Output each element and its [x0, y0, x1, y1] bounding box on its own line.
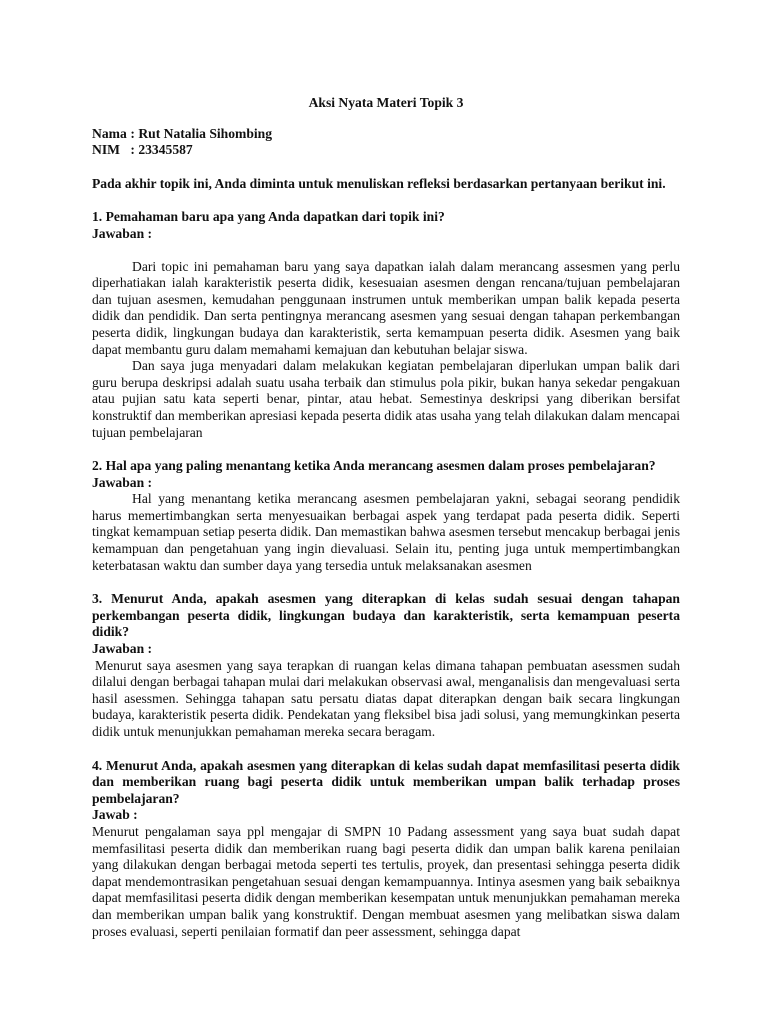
question-3: 3. Menurut Anda, apakah asesmen yang diterapkan di kelas sudah sesuai dengan tahapan perkembangan peserta didik, lingkungan budaya dan karakteristik, serta kemampuan peserta didik? [92, 591, 680, 640]
question-1: 1. Pemahaman baru apa yang Anda dapatkan dari topik ini? [92, 209, 445, 225]
answer-label-3: Jawaban : [92, 641, 153, 657]
question-section-3 [92, 591, 680, 740]
answer-4-paragraph-1: Menurut pengalaman saya ppl mengajar di SMPN 10 Padang assessment yang saya buat sudah dapat memfasilitasi peserta didik dan memberikan ruang bagi peserta didik dan umpan balik karena penilaian yang dilakukan dengan berbagai metoda seperti tes tertulis, proyek, dan presentasi sehingga peserta didik dapat mendemontrasikan pengetahuan sesuai dengan kemampuannya. Intinya asesmen yang baik sebaiknya dapat memfasilitasi peserta didik dengan memberikan kesempatan untuk menunjukkan pemahaman mereka dan memberikan umpan balik yang konstruktif. Dengan membuat asesmen yang melibatkan siswa dalam proses evaluasi, seperti penilaian formatif dan peer assessment, sehingga dapat [92, 823, 680, 939]
name-value: : Rut Natalia Sihombing [130, 125, 273, 141]
question-section-4 [92, 758, 680, 941]
name-label: Nama [92, 125, 127, 141]
nim-label: NIM [92, 142, 120, 158]
name-line [92, 126, 680, 143]
answer-1-paragraph-2: Dan saya juga menyadari dalam melakukan kegiatan pembelajaran diperlukan umpan balik dari guru berupa deskripsi adalah suatu usaha terbaik dan stimulus pola pikir, bukan hanya sekedar pengakuan atau pujian satu kata seperti benar, pintar, atau hebat. Semestinya deskripsi yang diberikan bersifat konstruktif dan memberikan apresiasi kepada peserta didik atas usaha yang telah dilakukan dalam mencapai tujuan pembelajaran [92, 358, 680, 440]
answer-3-paragraph-1: Menurut saya asesmen yang saya terapkan di ruangan kelas dimana tahapan pembuatan asessmen sudah dilalui dengan berbagai tahapan mulai dari melakukan observasi awal, menganalisis dan mengevaluasi serta hasil asessmen. Sehingga tahapan satu persatu diatas dapat diterapkan dengan baik secara lingkungan budaya, karakteristik peserta didik. Pendekatan yang fleksibel bisa jadi solusi, yang memungkinkan peserta didik untuk menunjukkan pemahaman mereka secara beragam. [92, 657, 680, 739]
nim-line [92, 142, 680, 159]
question-section-2 [92, 458, 680, 574]
document-title: Aksi Nyata Materi Topik 3 [308, 95, 464, 110]
nim-value: : 23345587 [130, 142, 193, 158]
answer-label-2: Jawaban : [92, 474, 153, 490]
answer-label-1: Jawaban : [92, 225, 153, 241]
answer-1-paragraph-1: Dari topic ini pemahaman baru yang saya dapatkan ialah dalam merancang assesmen yang perlu diperhatiakan ialah karakteristik peserta didik, kesesuaian asesmen dengan rencana/tujuan pembelajaran dan tujuan asesmen, kemudahan penggunaan instrumen untuk memberikan umpan balik kepada peserta didik dan pendidik. Dan serta pentingnya merancang asesmen yang sesuai dengan tahapan perkembangan peserta didik, lingkungan budaya dan karakteristik, serta kemampuan peserta didik. Asesmen yang baik dapat membantu guru dalam memahami kemajuan dan kebutuhan belajar siswa. [92, 258, 680, 357]
instruction-text: Pada akhir topik ini, Anda diminta untuk menuliskan refleksi berdasarkan pertanyaan berikut ini. [92, 175, 666, 191]
question-2: 2. Hal apa yang paling menantang ketika Anda merancang asesmen dalam proses pembelajaran? [92, 458, 656, 474]
question-section-1 [92, 209, 680, 441]
answer-label-4: Jawab : [92, 807, 138, 823]
document-page [92, 95, 680, 957]
answer-2-paragraph-1: Hal yang menantang ketika merancang asesmen pembelajaran yakni, sebagai seorang pendidik harus memertimbangkan serta menyesuaikan berbagai aspek yang terdapat pada peserta didik. Seperti tingkat kemampuan setiap peserta didik. Dan memastikan bahwa asesmen tersebut mencakup berbagai jenis kemampuan dan pengetahuan yang ingin dievaluasi. Selain itu, penting juga untuk mempertimbangkan keterbatasan waktu dan sumber daya yang tersedia untuk melaksanakan asesmen [92, 491, 680, 573]
question-4: 4. Menurut Anda, apakah asesmen yang diterapkan di kelas sudah dapat memfasilitasi peserta didik dan memberikan ruang bagi peserta didik untuk memberikan umpan balik terhadap proses pembelajaran? [92, 757, 680, 806]
